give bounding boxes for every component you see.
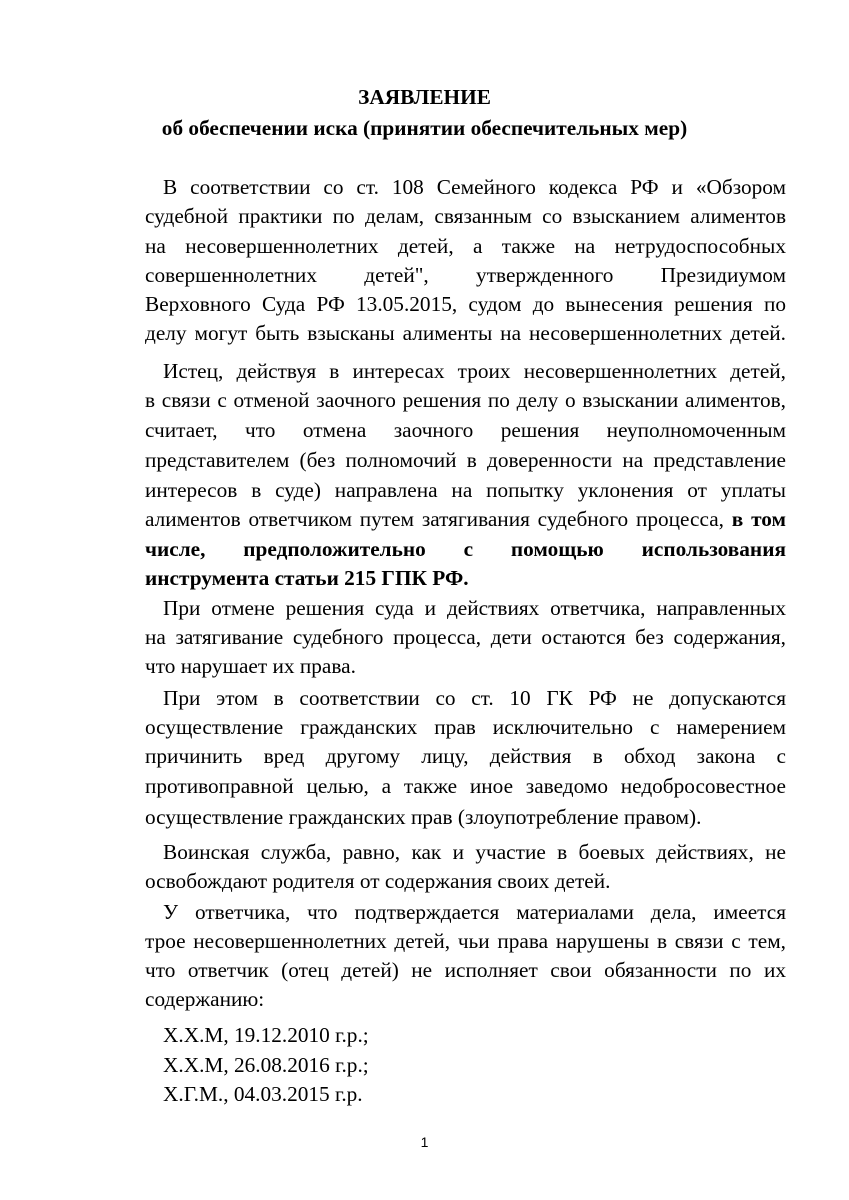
text-line: что нарушает их права. [145,654,356,678]
list-item: Х.Г.М., 04.03.2015 г.р. [163,1082,363,1106]
text-line: Воинская служба, равно, как и участие в боевых действиях, не [163,840,786,864]
text-line: осуществление гражданских прав исключительно с намерением [145,715,786,739]
list-item: Х.Х.М, 19.12.2010 г.р.; [163,1023,369,1047]
document-title: ЗАЯВЛЕНИЕ [358,85,491,109]
text-line: Верховного Суда РФ 13.05.2015, судом до вынесения решения по [145,292,786,316]
text-line: трое несовершеннолетних детей, чьи права нарушены в связи с тем, [145,929,786,953]
text-line: совершеннолетних детей", утвержденного Президиумом [145,263,786,287]
text-line: считает, что отмена заочного решения неуполномоченным [145,418,786,442]
text-line: на затягивание судебного процесса, дети остаются без содержания, [145,625,786,649]
text-line: в связи с отменой заочного решения по делу о взыскании алиментов, [145,388,786,412]
text-line: делу могут быть взысканы алименты на несовершеннолетних детей. [145,321,786,345]
document-subtitle: об обеспечении иска (принятии обеспечительных мер) [161,116,688,140]
bold-text-run: в том [731,507,786,531]
text-line: При отмене решения суда и действиях ответчика, направленных [163,596,786,620]
page-number: 1 [420,1134,429,1150]
text-line: У ответчика, что подтверждается материалами дела, имеется [163,900,786,924]
bold-text-line: числе, предположительно с помощью использования [145,537,786,561]
text-line: судебной практики по делам, связанным со взысканием алиментов [145,204,786,228]
text-line: содержанию: [145,987,265,1011]
text-line: В соответствии со ст. 108 Семейного кодекса РФ и «Обзором [163,175,786,199]
text-line: освобождают родителя от содержания своих детей. [145,869,611,893]
text-line: представителем (без полномочий в доверенности на представление [145,448,786,472]
text-line: При этом в соответствии со ст. 10 ГК РФ не допускаются [163,686,786,710]
text-line: осуществление гражданских прав (злоупотребление правом). [145,805,702,829]
text-run: алиментов ответчиком путем затягивания судебного процесса, [145,507,724,531]
text-line: причинить вред другому лицу, действия в обход закона с [145,744,786,768]
bold-text-line: инструмента статьи 215 ГПК РФ. [145,566,469,590]
text-line: противоправной целью, а также иное заведомо недобросовестное [145,774,786,798]
list-item: Х.Х.М, 26.08.2016 г.р.; [163,1053,369,1077]
text-line: что ответчик (отец детей) не исполняет свои обязанности по их [145,958,786,982]
text-line: Истец, действуя в интересах троих несовершеннолетних детей, [163,359,786,383]
text-line: на несовершеннолетних детей, а также на нетрудоспособных [145,234,786,258]
text-line: интересов в суде) направлена на попытку уклонения от уплаты [145,478,786,502]
text-line [145,504,786,534]
